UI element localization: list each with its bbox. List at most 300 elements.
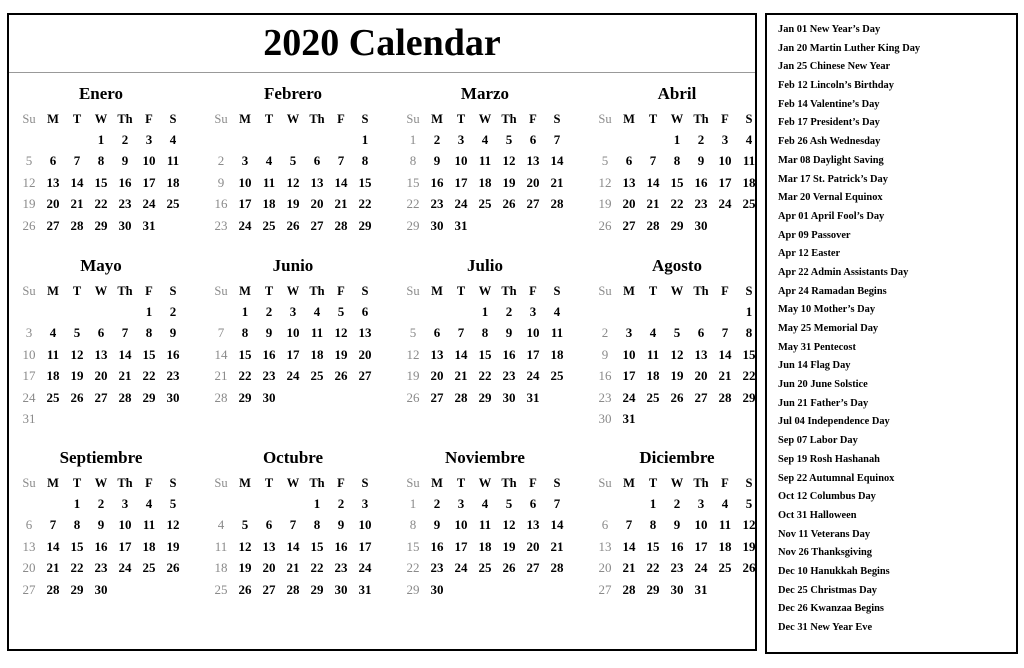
day-cell: 7 (553, 495, 561, 511)
day-cell (113, 301, 137, 323)
weekday-header: M (47, 111, 59, 126)
day-cell (713, 409, 737, 431)
month-name: Agosto (651, 256, 703, 275)
day-cell: 1 (73, 495, 81, 511)
day-cell: 9 (217, 174, 225, 190)
weekday-header: Su (598, 283, 612, 298)
day-cell: 22 (358, 196, 372, 212)
day-cell: 1 (649, 495, 657, 511)
month-enero (17, 83, 185, 237)
day-cell (641, 301, 665, 323)
day-cell: 13 (526, 517, 540, 533)
day-cell: 9 (265, 325, 273, 341)
day-cell: 16 (334, 538, 348, 554)
day-cell: 7 (217, 325, 225, 341)
day-cell: 5 (73, 325, 81, 341)
weekday-header: Th (117, 283, 133, 298)
weekday-header: T (648, 475, 658, 490)
month-days-table (17, 473, 185, 601)
day-cell: 28 (118, 389, 132, 405)
day-cell (737, 215, 761, 237)
weekday-header: F (721, 111, 729, 126)
day-cell: 25 (214, 581, 228, 597)
weekday-header: T (72, 111, 82, 126)
day-cell: 26 (286, 217, 300, 233)
month-junio (209, 255, 377, 409)
day-cell: 15 (358, 174, 372, 190)
day-cell: 25 (166, 196, 180, 212)
day-cell (329, 129, 353, 151)
day-cell: 24 (22, 389, 36, 405)
day-cell (233, 493, 257, 515)
holiday-item: Feb 17 President’s Day (778, 117, 880, 129)
weekday-header: W (670, 111, 684, 126)
day-cell: 12 (406, 346, 420, 362)
day-cell: 21 (70, 196, 84, 212)
day-cell: 4 (481, 495, 489, 511)
day-cell: 11 (478, 153, 492, 169)
day-cell: 9 (697, 153, 705, 169)
day-cell (329, 387, 353, 409)
day-cell: 21 (118, 368, 132, 384)
weekday-header: F (337, 475, 345, 490)
day-cell: 31 (526, 389, 540, 405)
day-cell: 3 (121, 495, 129, 511)
weekday-header: W (670, 475, 684, 490)
day-cell: 8 (97, 153, 105, 169)
day-cell: 3 (697, 495, 705, 511)
day-cell: 17 (454, 538, 468, 554)
day-cell: 23 (502, 368, 516, 384)
day-cell: 9 (601, 346, 609, 362)
weekday-header: Th (693, 283, 709, 298)
holiday-item: Nov 26 Thanksgiving (778, 547, 872, 559)
day-cell: 19 (238, 560, 252, 576)
day-cell: 22 (406, 560, 420, 576)
day-cell: 16 (430, 538, 444, 554)
day-cell: 19 (670, 368, 684, 384)
month-mayo (17, 255, 185, 430)
day-cell: 15 (406, 538, 420, 554)
day-cell (65, 409, 89, 431)
day-cell (305, 129, 329, 151)
day-cell: 1 (145, 303, 153, 319)
day-cell: 19 (598, 196, 612, 212)
day-cell: 14 (550, 517, 564, 533)
day-cell: 30 (598, 411, 612, 427)
day-cell: 29 (742, 389, 756, 405)
day-cell: 7 (289, 517, 297, 533)
day-cell: 8 (241, 325, 249, 341)
weekday-header: W (478, 475, 492, 490)
weekday-header: Su (22, 111, 36, 126)
day-cell: 14 (286, 538, 300, 554)
day-cell: 12 (22, 174, 36, 190)
holiday-item: Jan 01 New Year’s Day (778, 24, 881, 35)
day-cell: 15 (646, 538, 660, 554)
day-cell: 31 (454, 217, 468, 233)
day-cell: 21 (646, 196, 660, 212)
day-cell: 13 (430, 346, 444, 362)
day-cell: 20 (262, 560, 276, 576)
day-cell (113, 409, 137, 431)
weekday-header: S (169, 475, 177, 490)
month-abril (593, 83, 761, 237)
day-cell: 18 (262, 196, 276, 212)
weekday-header: W (286, 111, 300, 126)
month-octubre (209, 447, 377, 601)
weekday-header: Su (406, 283, 420, 298)
weekday-header: M (239, 283, 251, 298)
weekday-header: F (145, 111, 153, 126)
day-cell (473, 215, 497, 237)
weekday-header: M (431, 283, 443, 298)
day-cell: 12 (598, 174, 612, 190)
day-cell: 24 (454, 196, 468, 212)
holiday-item: Oct 12 Columbus Day (778, 491, 876, 503)
holiday-item: Apr 22 Admin Assistants Day (778, 266, 909, 278)
holiday-item: Jun 14 Flag Day (778, 360, 851, 372)
weekday-header: Su (406, 111, 420, 126)
holiday-item: Mar 17 St. Patrick’s Day (778, 173, 888, 185)
day-cell: 30 (502, 389, 516, 405)
day-cell: 12 (166, 517, 180, 533)
weekday-header: Th (309, 283, 325, 298)
weekday-header: S (169, 111, 177, 126)
day-cell: 5 (745, 495, 753, 511)
weekday-header: W (670, 283, 684, 298)
day-cell: 3 (241, 153, 249, 169)
day-cell: 26 (502, 560, 516, 576)
day-cell: 29 (358, 217, 372, 233)
weekday-header: Th (117, 475, 133, 490)
day-cell (161, 215, 185, 237)
day-cell: 9 (97, 517, 105, 533)
holiday-item: Dec 10 Hanukkah Begins (778, 565, 890, 577)
holiday-item: Apr 09 Passover (778, 229, 851, 241)
day-cell: 27 (262, 581, 276, 597)
day-cell: 20 (310, 196, 324, 212)
day-cell: 13 (310, 174, 324, 190)
month-febrero (209, 83, 377, 237)
day-cell: 28 (286, 581, 300, 597)
day-cell: 16 (670, 538, 684, 554)
day-cell: 10 (22, 346, 36, 362)
day-cell: 25 (742, 196, 756, 212)
day-cell: 14 (334, 174, 348, 190)
day-cell: 10 (358, 517, 372, 533)
day-cell (689, 301, 713, 323)
holiday-item: Mar 08 Daylight Saving (778, 154, 884, 166)
weekday-header: Su (598, 475, 612, 490)
holiday-item: Dec 31 New Year Eve (778, 622, 873, 633)
day-cell: 18 (550, 346, 564, 362)
day-cell: 16 (94, 538, 108, 554)
day-cell: 18 (142, 538, 156, 554)
day-cell: 17 (526, 346, 540, 362)
day-cell: 9 (505, 325, 513, 341)
weekday-header: S (361, 283, 369, 298)
day-cell: 14 (718, 346, 732, 362)
weekday-header: T (648, 283, 658, 298)
day-cell: 26 (166, 560, 180, 576)
day-cell: 7 (337, 153, 345, 169)
day-cell: 17 (286, 346, 300, 362)
day-cell: 21 (718, 368, 732, 384)
day-cell: 12 (502, 517, 516, 533)
day-cell: 18 (742, 174, 756, 190)
weekday-header: W (94, 111, 108, 126)
day-cell: 17 (238, 196, 252, 212)
day-cell: 20 (46, 196, 60, 212)
weekday-header: F (721, 283, 729, 298)
weekday-header: Su (598, 111, 612, 126)
day-cell (593, 493, 617, 515)
day-cell: 11 (46, 346, 60, 362)
day-cell (425, 301, 449, 323)
day-cell: 27 (526, 560, 540, 576)
day-cell: 1 (481, 303, 489, 319)
weekday-header: W (478, 111, 492, 126)
day-cell (41, 129, 65, 151)
day-cell: 16 (214, 196, 228, 212)
day-cell: 3 (625, 325, 633, 341)
day-cell: 6 (697, 325, 705, 341)
weekday-header: M (431, 475, 443, 490)
day-cell: 10 (526, 325, 540, 341)
day-cell: 2 (265, 303, 273, 319)
day-cell: 21 (622, 560, 636, 576)
day-cell: 3 (529, 303, 537, 319)
holiday-item: Oct 31 Halloween (778, 509, 857, 521)
day-cell: 17 (454, 174, 468, 190)
weekday-header: Th (309, 111, 325, 126)
day-cell: 10 (142, 153, 156, 169)
day-cell: 26 (502, 196, 516, 212)
weekday-header: S (745, 111, 753, 126)
day-cell: 8 (145, 325, 153, 341)
day-cell: 5 (289, 153, 297, 169)
day-cell: 23 (94, 560, 108, 576)
month-name: Enero (78, 84, 124, 103)
day-cell: 3 (457, 131, 465, 147)
day-cell (209, 301, 233, 323)
day-cell: 4 (649, 325, 657, 341)
day-cell: 22 (670, 196, 684, 212)
day-cell: 10 (718, 153, 732, 169)
day-cell: 9 (433, 517, 441, 533)
day-cell: 1 (409, 495, 417, 511)
day-cell: 8 (409, 517, 417, 533)
month-days-table (593, 473, 761, 601)
day-cell: 23 (262, 368, 276, 384)
day-cell: 24 (118, 560, 132, 576)
month-agosto (593, 255, 761, 430)
day-cell: 9 (169, 325, 177, 341)
weekday-header: Su (22, 475, 36, 490)
day-cell: 19 (406, 368, 420, 384)
weekday-header: W (94, 475, 108, 490)
day-cell: 1 (313, 495, 321, 511)
weekday-header: Th (309, 475, 325, 490)
day-cell: 20 (430, 368, 444, 384)
weekday-header: Th (501, 111, 517, 126)
weekday-header: S (553, 475, 561, 490)
day-cell: 24 (526, 368, 540, 384)
day-cell (17, 493, 41, 515)
weekday-header: S (745, 283, 753, 298)
day-cell: 19 (70, 368, 84, 384)
day-cell: 20 (526, 538, 540, 554)
day-cell: 6 (601, 517, 609, 533)
day-cell: 29 (478, 389, 492, 405)
day-cell: 10 (454, 153, 468, 169)
day-cell: 2 (217, 153, 225, 169)
weekday-header: Th (117, 111, 133, 126)
day-cell: 27 (622, 217, 636, 233)
weekday-header: T (456, 475, 466, 490)
day-cell (161, 409, 185, 431)
holiday-item: Apr 01 April Fool’s Day (778, 210, 885, 222)
day-cell: 7 (121, 325, 129, 341)
day-cell (65, 129, 89, 151)
day-cell: 9 (433, 153, 441, 169)
day-cell: 14 (214, 346, 228, 362)
day-cell: 4 (553, 303, 561, 319)
weekday-header: T (456, 111, 466, 126)
day-cell: 27 (598, 581, 612, 597)
day-cell: 30 (430, 581, 444, 597)
day-cell: 10 (622, 346, 636, 362)
day-cell: 28 (334, 217, 348, 233)
day-cell: 22 (478, 368, 492, 384)
day-cell: 29 (310, 581, 324, 597)
day-cell: 9 (337, 517, 345, 533)
day-cell: 18 (718, 538, 732, 554)
day-cell: 26 (670, 389, 684, 405)
month-name: Diciembre (639, 448, 715, 467)
weekday-header: Su (214, 111, 228, 126)
weekday-header: T (264, 475, 274, 490)
day-cell: 1 (673, 131, 681, 147)
month-days-table (593, 281, 761, 430)
weekday-header: F (529, 475, 537, 490)
month-days-table (17, 281, 185, 430)
day-cell: 22 (646, 560, 660, 576)
day-cell: 30 (166, 389, 180, 405)
day-cell: 24 (286, 368, 300, 384)
day-cell (161, 579, 185, 601)
holiday-item: Sep 19 Rosh Hashanah (778, 453, 880, 465)
day-cell (641, 409, 665, 431)
day-cell: 28 (718, 389, 732, 405)
day-cell (665, 409, 689, 431)
day-cell: 15 (94, 174, 108, 190)
day-cell: 15 (238, 346, 252, 362)
day-cell (209, 129, 233, 151)
day-cell: 26 (70, 389, 84, 405)
day-cell: 16 (118, 174, 132, 190)
holiday-item: Jul 04 Independence Day (778, 416, 890, 428)
day-cell: 12 (334, 325, 348, 341)
day-cell: 18 (478, 538, 492, 554)
day-cell (713, 579, 737, 601)
day-cell: 22 (406, 196, 420, 212)
day-cell: 2 (601, 325, 609, 341)
holiday-item: May 10 Mother’s Day (778, 304, 876, 316)
day-cell: 17 (22, 368, 36, 384)
day-cell: 25 (478, 560, 492, 576)
day-cell: 28 (454, 389, 468, 405)
day-cell: 25 (262, 217, 276, 233)
page-title: 2020 Calendar (9, 15, 755, 73)
holiday-item: May 31 Pentecost (778, 341, 856, 353)
day-cell: 2 (505, 303, 513, 319)
day-cell: 4 (721, 495, 729, 511)
holidays-list (765, 13, 1018, 654)
day-cell: 25 (550, 368, 564, 384)
weekday-header: T (648, 111, 658, 126)
day-cell (89, 301, 113, 323)
day-cell: 7 (457, 325, 465, 341)
day-cell (665, 301, 689, 323)
day-cell: 4 (145, 495, 153, 511)
month-name: Julio (467, 256, 503, 275)
day-cell: 28 (550, 560, 564, 576)
holiday-item: Nov 11 Veterans Day (778, 528, 871, 540)
day-cell: 31 (142, 217, 156, 233)
day-cell (737, 579, 761, 601)
day-cell: 6 (361, 303, 369, 319)
day-cell (521, 215, 545, 237)
day-cell: 22 (142, 368, 156, 384)
day-cell: 24 (358, 560, 372, 576)
day-cell: 5 (241, 517, 249, 533)
month-name: Junio (272, 256, 314, 275)
weekday-header: Su (22, 283, 36, 298)
day-cell: 28 (646, 217, 660, 233)
day-cell: 10 (454, 517, 468, 533)
day-cell: 20 (94, 368, 108, 384)
weekday-header: S (361, 111, 369, 126)
day-cell: 2 (433, 495, 441, 511)
calendar-panel (7, 13, 757, 651)
day-cell: 26 (598, 217, 612, 233)
day-cell: 19 (166, 538, 180, 554)
weekday-header: F (529, 283, 537, 298)
day-cell: 2 (697, 131, 705, 147)
day-cell (545, 387, 569, 409)
day-cell: 16 (598, 368, 612, 384)
day-cell: 18 (46, 368, 60, 384)
day-cell: 30 (430, 217, 444, 233)
day-cell: 13 (94, 346, 108, 362)
day-cell: 7 (649, 153, 657, 169)
day-cell: 14 (118, 346, 132, 362)
weekday-header: F (337, 111, 345, 126)
day-cell: 10 (694, 517, 708, 533)
day-cell (617, 301, 641, 323)
day-cell: 11 (214, 538, 228, 554)
day-cell: 20 (526, 174, 540, 190)
day-cell: 11 (550, 325, 564, 341)
day-cell: 13 (46, 174, 60, 190)
weekday-header: T (264, 111, 274, 126)
day-cell (305, 387, 329, 409)
day-cell: 23 (598, 389, 612, 405)
month-days-table (401, 473, 569, 601)
day-cell (281, 129, 305, 151)
